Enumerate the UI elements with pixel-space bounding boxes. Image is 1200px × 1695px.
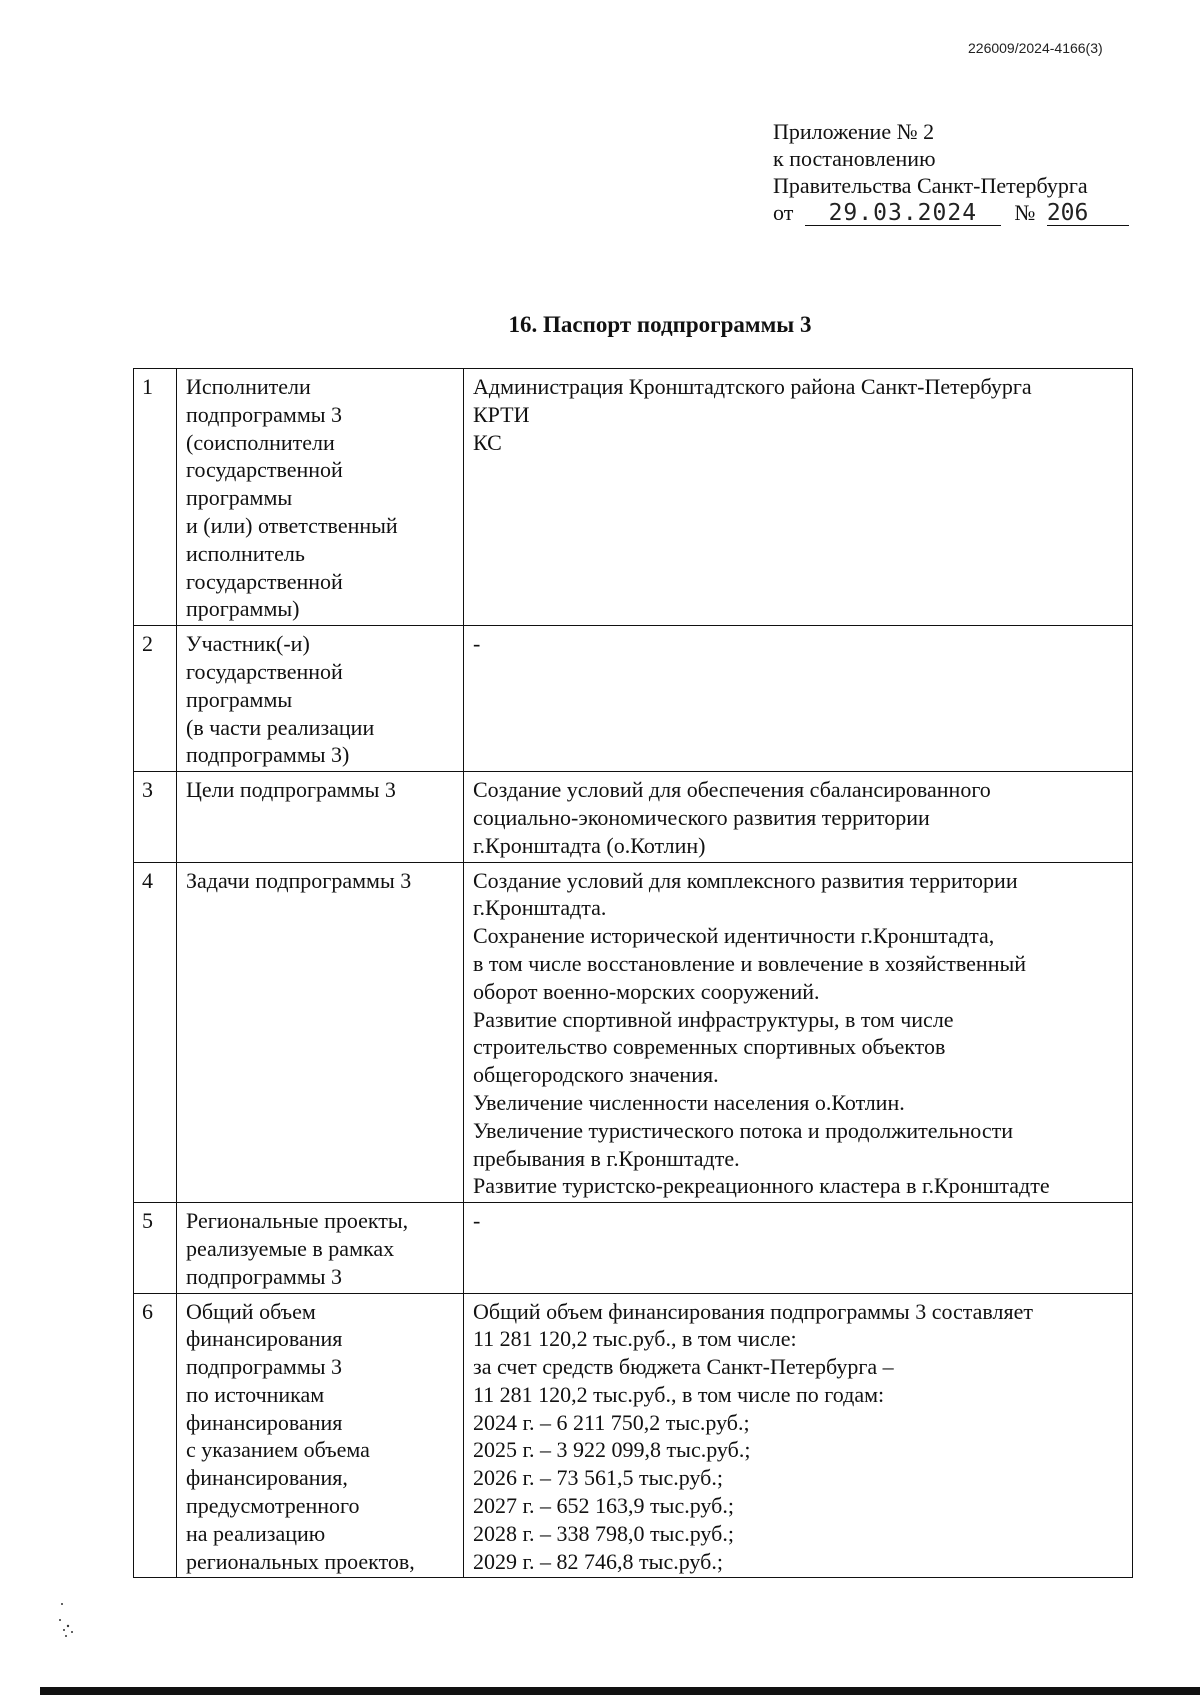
row-label-line: и (или) ответственный bbox=[186, 512, 398, 538]
row-content-line: 2028 г. – 338 798,0 тыс.руб.; bbox=[473, 1520, 734, 1546]
row-content-line: пребывания в г.Кронштадте. bbox=[473, 1145, 740, 1171]
page-title: 16. Паспорт подпрограммы 3 bbox=[508, 312, 812, 337]
row-number: 6 bbox=[134, 1293, 177, 1578]
table-row bbox=[134, 626, 1133, 772]
row-label bbox=[177, 862, 464, 1203]
row-content-line: 11 281 120,2 тыс.руб., в том числе: bbox=[473, 1326, 797, 1352]
row-label-line: программы bbox=[186, 485, 293, 511]
row-number: 2 bbox=[134, 626, 177, 772]
row-label-line: Цели подпрограммы 3 bbox=[186, 777, 396, 803]
row-label-line: на реализацию bbox=[186, 1520, 326, 1546]
row-content-line: г.Кронштадта. bbox=[473, 895, 607, 921]
row-content-line: Сохранение исторической идентичности г.Кронштадта, bbox=[473, 923, 995, 949]
row-label-line: Исполнители bbox=[186, 374, 311, 399]
row-content bbox=[464, 1293, 1133, 1578]
row-number: 1 bbox=[134, 369, 177, 626]
row-content-line: 2027 г. – 652 163,9 тыс.руб.; bbox=[473, 1493, 734, 1519]
row-content-line: 2029 г. – 82 746,8 тыс.руб.; bbox=[473, 1548, 723, 1574]
row-content-line: в том числе восстановление и вовлечение в хозяйственный bbox=[473, 950, 1027, 976]
annex-block bbox=[773, 118, 1129, 226]
row-label-line: подпрограммы 3 bbox=[186, 401, 343, 427]
row-label-line: Задачи подпрограммы 3 bbox=[186, 867, 412, 893]
row-content bbox=[464, 626, 1133, 772]
row-number: 5 bbox=[134, 1203, 177, 1293]
annex-date-number-row bbox=[773, 199, 1129, 226]
row-label-line: (соисполнители bbox=[186, 429, 335, 455]
row-content-line: Развитие туристско-рекреационного кластера в г.Кронштадте bbox=[473, 1173, 1050, 1199]
row-label-line: государственной bbox=[186, 658, 343, 684]
annex-line-3: Правительства Санкт-Петербурга bbox=[773, 173, 1088, 198]
from-label: от bbox=[773, 200, 794, 225]
row-content-line: 2025 г. – 3 922 099,8 тыс.руб.; bbox=[473, 1437, 751, 1463]
row-content-line: - bbox=[473, 631, 481, 657]
row-content-line: Увеличение туристического потока и продолжительности bbox=[473, 1117, 1014, 1143]
scan-edge-bar bbox=[40, 1687, 1200, 1695]
row-content bbox=[464, 369, 1133, 626]
table-row bbox=[134, 1293, 1133, 1578]
row-label bbox=[177, 1293, 464, 1578]
row-label-line: государственной bbox=[186, 568, 343, 594]
row-content-line: за счет средств бюджета Санкт-Петербурга – bbox=[473, 1354, 894, 1380]
row-content-line: Развитие спортивной инфраструктуры, в том числе bbox=[473, 1006, 954, 1032]
row-label-line: с указанием объема bbox=[186, 1437, 370, 1463]
row-label-line: программы) bbox=[186, 596, 300, 622]
row-label-line: Региональные проекты, bbox=[186, 1208, 409, 1234]
row-label-line: реализуемые в рамках bbox=[186, 1235, 395, 1261]
row-number: 3 bbox=[134, 772, 177, 862]
row-label-line: подпрограммы 3 bbox=[186, 1354, 343, 1380]
number-sign: № bbox=[1014, 200, 1036, 225]
table-row bbox=[134, 862, 1133, 1203]
row-content-line: КРТИ bbox=[473, 401, 530, 427]
row-content-line: общегородского значения. bbox=[473, 1062, 719, 1088]
row-label-line: программы bbox=[186, 686, 293, 712]
row-label-line: подпрограммы 3) bbox=[186, 742, 350, 768]
row-content bbox=[464, 772, 1133, 862]
row-label-line: финансирования, bbox=[186, 1465, 348, 1491]
row-content-line: Увеличение численности населения о.Котлин. bbox=[473, 1089, 905, 1115]
row-label-line: региональных проектов, bbox=[186, 1548, 415, 1574]
row-content-line: Создание условий для комплексного развития территории bbox=[473, 867, 1018, 893]
row-content bbox=[464, 1203, 1133, 1293]
annex-line-1: Приложение № 2 bbox=[773, 119, 935, 144]
row-label bbox=[177, 772, 464, 862]
table-row bbox=[134, 369, 1133, 626]
row-label-line: Участник(-и) bbox=[186, 631, 310, 657]
row-label-line: (в части реализации bbox=[186, 714, 375, 740]
row-content-line: КС bbox=[473, 429, 502, 455]
row-label bbox=[177, 1203, 464, 1293]
row-label-line: финансирования bbox=[186, 1409, 343, 1435]
row-content-line: Администрация Кронштадтского района Санкт-Петербурга bbox=[473, 374, 1032, 399]
row-content-line: 11 281 120,2 тыс.руб., в том числе по годам: bbox=[473, 1381, 885, 1407]
passport-table-body bbox=[134, 369, 1133, 1578]
annex-line-2: к постановлению bbox=[773, 146, 936, 171]
row-label-line: предусмотренного bbox=[186, 1493, 360, 1519]
table-row bbox=[134, 1203, 1133, 1293]
row-content-line: Создание условий для обеспечения сбалансированного bbox=[473, 777, 991, 803]
row-content-line: социально-экономического развития территории bbox=[473, 804, 930, 830]
table-row bbox=[134, 772, 1133, 862]
row-content-line: оборот военно-морских сооружений. bbox=[473, 978, 820, 1004]
row-label bbox=[177, 369, 464, 626]
resolution-date: 29.03.2024 bbox=[805, 201, 1001, 226]
row-content-line: - bbox=[473, 1208, 481, 1234]
scan-edge-marks bbox=[54, 1600, 84, 1660]
row-number: 4 bbox=[134, 862, 177, 1203]
row-content-line: Общий объем финансирования подпрограммы 3 составляет bbox=[473, 1298, 1034, 1324]
row-content-line: 2026 г. – 73 561,5 тыс.руб.; bbox=[473, 1465, 723, 1491]
row-label-line: финансирования bbox=[186, 1326, 343, 1352]
row-content-line: 2024 г. – 6 211 750,2 тыс.руб.; bbox=[473, 1409, 750, 1435]
row-content-line: строительство современных спортивных объектов bbox=[473, 1034, 946, 1060]
row-label-line: государственной bbox=[186, 457, 343, 483]
document-number: 226009/2024-4166(3) bbox=[968, 40, 1103, 56]
row-content bbox=[464, 862, 1133, 1203]
row-label bbox=[177, 626, 464, 772]
resolution-number: 206 bbox=[1047, 201, 1129, 226]
row-content-line: г.Кронштадта (о.Котлин) bbox=[473, 832, 706, 858]
row-label-line: подпрограммы 3 bbox=[186, 1263, 343, 1289]
row-label-line: исполнитель bbox=[186, 540, 305, 566]
passport-table bbox=[133, 368, 1133, 1578]
row-label-line: Общий объем bbox=[186, 1298, 316, 1324]
row-label-line: по источникам bbox=[186, 1381, 325, 1407]
